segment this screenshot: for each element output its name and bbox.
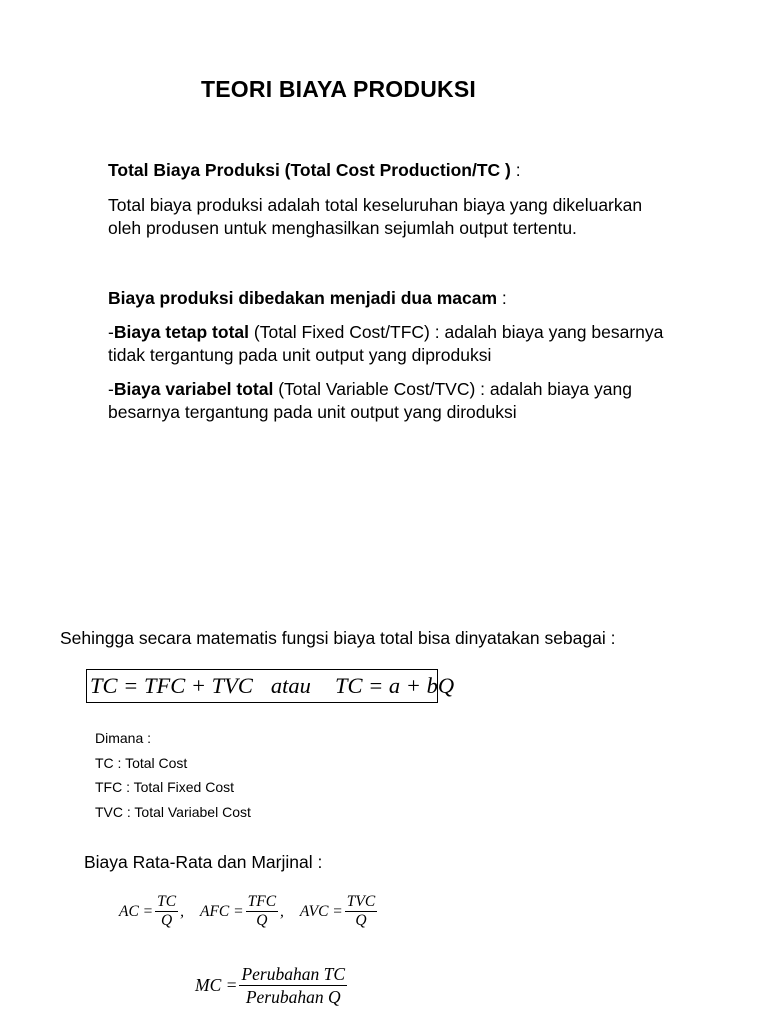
variable-cost-term: Biaya variabel total	[113, 379, 274, 399]
legend-heading: Dimana :	[95, 730, 152, 746]
variable-cost-dash: -	[108, 379, 114, 399]
fixed-cost-dash: -	[108, 322, 114, 342]
avc-denominator: Q	[355, 912, 367, 929]
total-cost-formula-box	[86, 669, 455, 703]
ac-lhs: AC =	[119, 902, 154, 920]
variable-cost-item	[108, 378, 632, 424]
legend-item: TFC : Total Fixed Cost	[95, 779, 235, 795]
formula-connector: atau	[270, 673, 311, 698]
avc-numerator: TVC	[346, 893, 376, 910]
average-cost-formulas	[119, 893, 379, 930]
afc-denominator: Q	[256, 912, 268, 929]
total-cost-line-1: Total biaya produksi adalah total keseluruhan biaya yang dikeluarkan	[108, 195, 643, 215]
mc-numerator: Perubahan TC	[241, 964, 345, 984]
marginal-cost-formula	[195, 963, 349, 1008]
afc-fraction	[246, 893, 278, 930]
variable-cost-desc: (Total Variable Cost/TVC) : adalah biaya yang	[273, 379, 632, 399]
formula-left: TC = TFC + TVC	[90, 673, 253, 698]
afc-separator: ,	[280, 902, 284, 920]
types-heading-text: Biaya produksi dibedakan menjadi dua macam	[108, 288, 498, 308]
mc-fraction	[239, 963, 347, 1008]
fixed-cost-line-2: tidak tergantung pada unit output yang diproduksi	[108, 345, 492, 365]
fixed-cost-desc: (Total Fixed Cost/TFC) : adalah biaya yang besarnya	[249, 322, 664, 342]
total-cost-definition	[108, 194, 642, 240]
total-cost-line-2: oleh produsen untuk menghasilkan sejumlah output tertentu.	[108, 218, 577, 238]
ac-separator: ,	[180, 902, 184, 920]
types-heading-suffix: :	[497, 288, 507, 308]
types-heading	[108, 287, 507, 310]
ac-numerator: TC	[157, 893, 177, 910]
ac-fraction	[155, 893, 178, 930]
fixed-cost-term: Biaya tetap total	[113, 322, 250, 342]
variable-cost-line-2: besarnya tergantung pada unit output yang diroduksi	[108, 402, 517, 422]
mc-lhs: MC =	[195, 975, 238, 995]
afc-lhs: AFC =	[200, 902, 244, 920]
page-title: TEORI BIAYA PRODUKSI	[201, 76, 476, 102]
mc-denominator: Perubahan Q	[245, 987, 341, 1007]
average-marginal-heading: Biaya Rata-Rata dan Marjinal :	[84, 852, 323, 872]
total-cost-heading-text: Total Biaya Produksi (Total Cost Production/TC )	[108, 160, 511, 180]
math-intro: Sehingga secara matematis fungsi biaya total bisa dinyatakan sebagai :	[60, 628, 616, 648]
fixed-cost-item	[108, 321, 663, 367]
total-cost-heading-suffix: :	[510, 160, 521, 180]
afc-numerator: TFC	[247, 893, 277, 910]
legend	[95, 726, 251, 824]
legend-item: TVC : Total Variabel Cost	[95, 803, 251, 820]
total-cost-heading	[108, 159, 521, 182]
legend-item: TC : Total Cost	[95, 754, 188, 771]
avc-fraction	[345, 893, 377, 930]
formula-right: TC = a + bQ	[334, 673, 455, 698]
avc-lhs: AVC =	[299, 902, 343, 920]
ac-denominator: Q	[161, 912, 173, 929]
